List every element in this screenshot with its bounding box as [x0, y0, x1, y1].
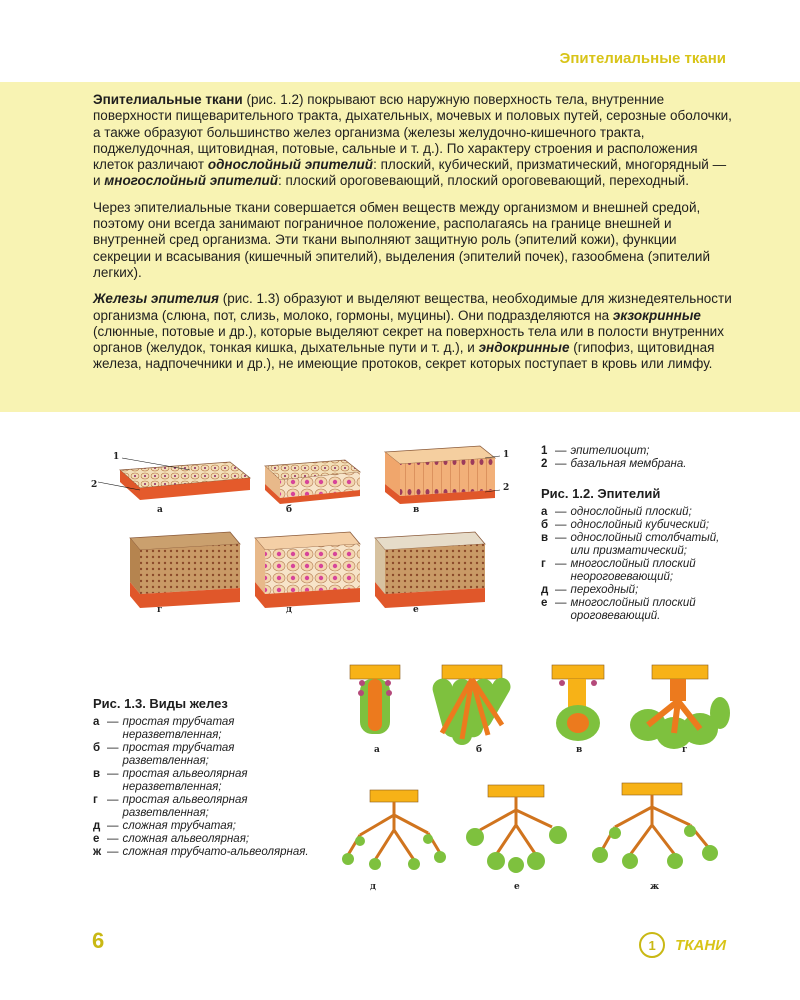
fig12-item: а — однослойный плоский; — [541, 506, 692, 518]
gland-b — [430, 665, 513, 745]
epithelium-b — [265, 460, 360, 504]
fig12-item: г — многослойный плоский неороговевающий; — [541, 558, 741, 584]
fig13-legend — [93, 697, 323, 859]
fig13-label-f: е — [514, 882, 520, 892]
main-text — [93, 92, 733, 383]
fig12-item-desc: многослойный плоский неороговевающий; — [570, 558, 696, 583]
fig12-label-e: д — [286, 605, 292, 615]
fig12-label-d: г — [157, 605, 163, 615]
fig13-item-desc: простая альвеолярная неразветвленная; — [122, 768, 248, 793]
p1-text-b: : плоский, кубический, призматический, многорядный — и — [93, 157, 727, 189]
fig13-item-desc: сложная альвеолярная; — [122, 833, 250, 845]
chapter-number-badge: 1 — [639, 932, 665, 958]
fig13-item: ж — сложная трубчато-альвеолярная. — [93, 846, 309, 858]
fig12-pointer-2-right: 2 — [503, 483, 510, 493]
p1-text-a: (рис. 1.2) покрывают всю наружную поверхность тела, внутренние поверхности пищеварительного тракта, дыхательных, мочевых и половых путей, серозные оболочки, а также образуют большинство желез организма (железы желудочно-кишечного тракта, поджелудочная, щитовидная, потовые, сальные и т. д.). По характеру строения и расположения клеток различают — [93, 92, 732, 173]
chapter-marker — [639, 932, 726, 958]
fig13-item-letter: а — [93, 716, 100, 728]
fig13-label-g: ж — [650, 882, 660, 892]
fig12-key-1: 1 — эпителиоцит; — [541, 445, 650, 457]
fig12-label-b: б — [286, 505, 293, 515]
epithelium-d — [130, 532, 240, 608]
fig12-item: д — переходный; — [541, 584, 639, 596]
p3-text-c: (гипофиз, щитовидная железа, надпочечники и др.), не имеющие протоков, секрет которых поступает в кровь или лимфу. — [93, 340, 715, 372]
fig13-item: б — простая трубчатая разветвленная; — [93, 742, 323, 768]
glands-figure — [330, 655, 730, 895]
gland-f — [466, 785, 567, 873]
p3-text-b: (слюнные, потовые и др.), которые выделяют секрет на поверхность тела или в полости внутренних органов (желудок, тонкая кишка, дыхательные пути и т. д.), и — [93, 323, 724, 356]
page-number: 6 — [92, 928, 105, 953]
fig12-key-2: 2 — базальная мембрана. — [541, 458, 687, 470]
fig13-item-letter: е — [93, 833, 100, 845]
term-endocrine: эндокринные — [478, 340, 570, 356]
fig12-item-letter: в — [541, 532, 549, 544]
fig13-label-d: г — [682, 745, 688, 755]
fig12-item-desc: однослойный столбчатый, или призматический; — [570, 532, 720, 557]
gland-e — [342, 790, 446, 870]
fig13-item-desc: простая альвеолярная разветвленная; — [122, 794, 248, 819]
fig13-item-letter: г — [93, 794, 98, 806]
fig13-item-letter: ж — [93, 846, 102, 858]
fig13-item-letter: в — [93, 768, 101, 780]
fig12-item-desc: однослойный плоский; — [570, 506, 692, 518]
fig12-item-desc: однослойный кубический; — [570, 519, 710, 531]
fig12-key-2-desc: базальная мембрана. — [570, 458, 687, 470]
fig12-item-letter: е — [541, 597, 548, 609]
gland-g — [592, 783, 718, 869]
epithelium-e — [255, 532, 360, 608]
fig13-item: е — сложная альвеолярная; — [93, 833, 250, 845]
fig12-key-2-num: 2 — [541, 458, 548, 470]
fig13-item-letter: д — [93, 820, 101, 832]
gland-a — [350, 665, 400, 734]
gland-d — [630, 665, 730, 749]
fig12-item: б — однослойный кубический; — [541, 519, 710, 531]
fig12-key-1-num: 1 — [541, 445, 548, 457]
running-title: Эпителиальные ткани — [559, 50, 726, 67]
fig13-item-desc: сложная трубчатая; — [122, 820, 236, 832]
fig13-label-b: б — [476, 745, 483, 755]
fig12-title: Рис. 1.2. Эпителий — [541, 486, 661, 501]
epithelium-f — [375, 532, 485, 608]
fig12-pointer-1-right: 1 — [503, 450, 510, 460]
fig12-item-letter: д — [541, 584, 549, 596]
paragraph-3 — [93, 291, 733, 372]
gland-c — [552, 665, 604, 741]
paragraph-2: Через эпителиальные ткани совершается обмен веществ между организмом и внешней средой, поэтому они всегда занимают пограничное положение, располагаясь на границе внешней и внутренней сред организма. Эти ткани выполняют защитную роль (эпителий кожи), функции секреции и всасывания (кишечный эпителий), выделения (эпителий почек), газообмена (эпителий легких). — [93, 199, 710, 280]
fig13-label-c: в — [576, 745, 583, 755]
fig13-title: Рис. 1.3. Виды желез — [93, 696, 228, 711]
fig12-item-letter: а — [541, 506, 548, 518]
term-multilayer: многослойный эпителий — [104, 173, 279, 189]
p3-text-a: (рис. 1.3) образуют и выделяют вещества, необходимые для жизнедеятельности организма (слюна, пот, слизь, молоко, гормоны, муцины). Они подразделяются на — [93, 291, 732, 323]
term-single-layer: однослойный эпителий — [207, 157, 374, 173]
fig12-legend — [541, 445, 741, 623]
fig13-item-desc: простая трубчатая разветвленная; — [122, 742, 235, 767]
fig12-key-1-desc: эпителиоцит; — [570, 445, 650, 457]
fig12-pointer-1-left: 1 — [113, 452, 120, 462]
term-glands: Железы эпителия — [93, 291, 219, 307]
p1-text-c: : плоский ороговевающий, плоский ороговевающий, переходный. — [278, 173, 689, 189]
fig13-item-letter: б — [93, 742, 101, 754]
fig13-item: в — простая альвеолярная неразветвленная; — [93, 768, 323, 794]
fig13-item-desc: сложная трубчато-альвеолярная. — [122, 846, 309, 858]
term-exocrine: экзокринные — [612, 307, 701, 323]
fig12-item-letter: г — [541, 558, 546, 570]
term-epithelial-tissue: Эпителиальные ткани — [93, 92, 243, 107]
fig12-label-c: в — [413, 505, 420, 515]
fig13-item: г — простая альвеолярная разветвленная; — [93, 794, 323, 820]
epithelium-figure — [90, 440, 520, 620]
fig13-item: а — простая трубчатая неразветвленная; — [93, 716, 323, 742]
fig12-item: в — однослойный столбчатый, или призматический; — [541, 532, 741, 558]
fig12-item: е — многослойный плоский ороговевающий. — [541, 597, 741, 623]
paragraph-1 — [93, 92, 733, 190]
fig13-item: д — сложная трубчатая; — [93, 820, 236, 832]
fig12-item-desc: переходный; — [570, 584, 639, 596]
fig12-label-a: а — [157, 505, 163, 515]
fig12-item-letter: б — [541, 519, 549, 531]
chapter-title: ТКАНИ — [675, 936, 726, 954]
fig13-label-a: а — [374, 745, 380, 755]
fig13-item-desc: простая трубчатая неразветвленная; — [122, 716, 235, 741]
fig13-label-e: д — [370, 882, 376, 892]
fig12-pointer-2-left: 2 — [91, 480, 98, 490]
epithelium-c — [385, 446, 500, 504]
epithelium-a — [98, 458, 250, 500]
fig12-label-f: е — [413, 605, 419, 615]
fig12-item-desc: многослойный плоский ороговевающий. — [570, 597, 696, 622]
